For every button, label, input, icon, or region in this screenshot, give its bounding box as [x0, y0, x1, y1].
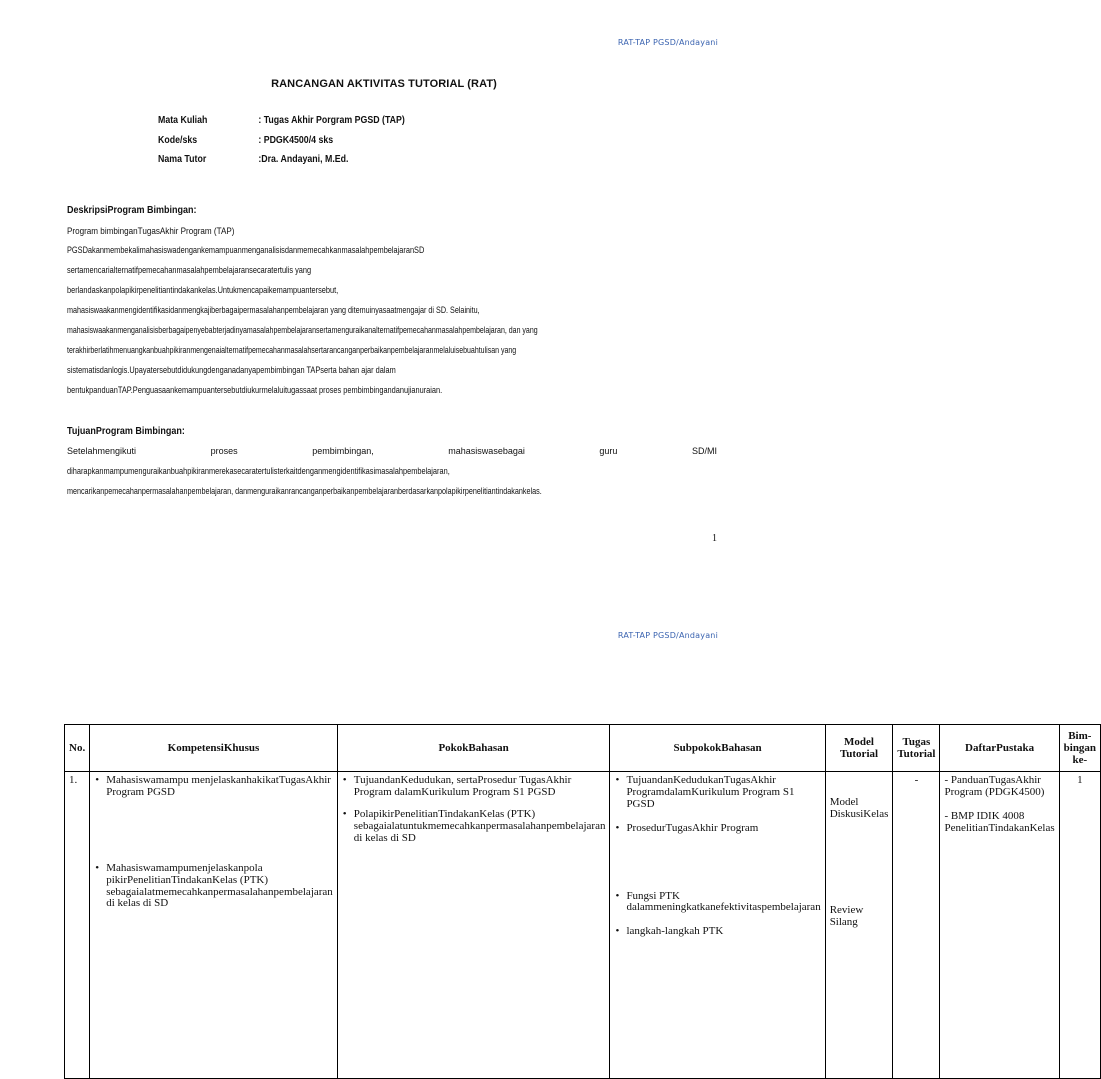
deskripsi-line: berlandaskanpolapikirpenelitiantindakankelas.Untukmencapaikemampuantersebut, — [67, 285, 339, 295]
deskripsi-line: mahasiswaakanmenganalisisberbagaipenyebabterjadinyamasalahpembelajaransertamenguraikanalternatifpemecahanmasalahpembelajaran, dan yang — [67, 325, 538, 335]
meta-label: Kode/sks — [158, 135, 198, 146]
subpokok-item: • Fungsi PTK dalammeningkatkanefektivitaspembelajaran — [624, 891, 820, 915]
cell-subpokok — [610, 772, 825, 1079]
document-title: RANCANGAN AKTIVITAS TUTORIAL (RAT) — [271, 78, 497, 90]
cell-kompetensi — [90, 772, 338, 1079]
col-header-pokok: PokokBahasan — [337, 725, 610, 772]
subpokok-item: • TujuandanKedudukanTugasAkhir ProgramdalamKurikulum Program S1 PGSD — [624, 775, 820, 811]
kompetensi-item: • Mahasiswamampumenjelaskanpola pikirPenelitianTindakanKelas (PTK) sebagaialatmemecahkanpermasalahanpembelajaran di kelas di SD — [104, 863, 333, 911]
tujuan-word: pembimbingan, — [312, 446, 374, 456]
pustaka-item: - BMP IDIK 4008 PenelitianTindakanKelas — [944, 809, 1055, 834]
col-header-no: No. — [65, 725, 90, 772]
subpokok-item: • langkah-langkah PTK — [624, 926, 820, 938]
pokok-item: • PolapikirPenelitianTindakanKelas (PTK) sebagaialatuntukmemecahkanpermasalahanpembelajaran di kelas di SD — [352, 809, 606, 845]
running-header-page-2: RAT-TAP PGSD/Andayani — [617, 631, 718, 640]
col-header-pustaka: DaftarPustaka — [940, 725, 1059, 772]
table-header-row — [65, 725, 1101, 772]
pokok-item: • TujuandanKedudukan, sertaProsedur TugasAkhir Program dalamKurikulum Program S1 PGSD — [352, 775, 606, 799]
meta-kode-sks — [158, 135, 333, 146]
tujuan-line: mencarikanpemecahanpermasalahanpembelajaran, danmenguraikanrancanganperbaikanpembelajaranberdasarkanpolapikirpenelitiantindakankelas. — [67, 486, 542, 496]
deskripsi-line: terakhirberlatihmenuangkanbuahpikiranmengenaialternatifpemecahanmasalahsertarancanganperbaikanpembelajaranmelaluisebuahtulisan yang — [67, 345, 517, 355]
model-item: Review Silang — [829, 903, 864, 928]
tujuan-word: SD/MI — [691, 446, 717, 456]
page-number: 1 — [712, 533, 717, 544]
tujuan-line-justified — [67, 446, 717, 456]
tujuan-word: Setelahmengikuti — [67, 446, 137, 456]
deskripsi-line: sertamencarialternatifpemecahanmasalahpembelajaransecaratertulis yang — [67, 265, 312, 275]
col-header-bimbingan: Bim-bingan ke- — [1059, 725, 1100, 772]
tujuan-word: mahasiswasebagai — [448, 446, 525, 456]
meta-nama-tutor — [158, 154, 348, 165]
cell-bimbingan: 1 — [1059, 772, 1100, 1079]
tujuan-word: proses — [210, 446, 238, 456]
deskripsi-line: bentukpanduanTAP.Penguasaankemampuantersebutdiukurmelaluitugassaat proses pembimbingandanujianuraian. — [67, 385, 443, 395]
meta-label: Nama Tutor — [158, 154, 207, 165]
meta-value: : Tugas Akhir Porgram PGSD (TAP) — [258, 115, 405, 126]
tujuan-heading: TujuanProgram Bimbingan: — [67, 426, 185, 437]
deskripsi-line: PGSDakanmembekalimahasiswadengankemampuanmenganalisisdanmemecahkanmasalahpembelajaranSD — [67, 245, 425, 255]
cell-tugas: - — [893, 772, 940, 1079]
subpokok-item: • ProsedurTugasAkhir Program — [624, 823, 820, 835]
col-header-kompetensi: KompetensiKhusus — [90, 725, 338, 772]
deskripsi-heading: DeskripsiProgram Bimbingan: — [67, 205, 197, 216]
deskripsi-line: mahasiswaakanmengidentifikasidanmengkajiberbagaipermasalahanpembelajaran yang ditemuinyasaatmengajar di SD. Selainitu, — [67, 305, 480, 315]
deskripsi-line: Program bimbinganTugasAkhir Program (TAP) — [67, 226, 235, 236]
meta-mata-kuliah — [158, 115, 405, 126]
table-row — [65, 772, 1101, 1079]
col-header-tugas: Tugas Tutorial — [893, 725, 940, 772]
meta-value: : PDGK4500/4 sks — [258, 135, 334, 146]
model-item: Model DiskusiKelas — [829, 796, 889, 820]
meta-value: :Dra. Andayani, M.Ed. — [258, 154, 349, 165]
col-header-subpokok: SubpokokBahasan — [610, 725, 825, 772]
cell-no: 1. — [65, 772, 90, 1079]
pustaka-item: - PanduanTugasAkhir Program (PDGK4500) — [944, 774, 1045, 798]
cell-pokok — [337, 772, 610, 1079]
tujuan-line: diharapkanmampumenguraikanbuahpikiranmerekasecaratertulisterkaitdenganmengidentifikasimasalahpembelajaran, — [67, 466, 450, 476]
tujuan-word: guru — [599, 446, 618, 456]
running-header: RAT-TAP PGSD/Andayani — [617, 38, 718, 47]
rat-table — [64, 724, 1101, 1079]
deskripsi-line: sistematisdanlogis.Upayatersebutdidukungdenganadanyapembimbingan TAPserta bahan ajar dalam — [67, 365, 396, 375]
cell-model — [825, 772, 893, 1079]
cell-pustaka — [940, 772, 1059, 1079]
col-header-model: Model Tutorial — [825, 725, 893, 772]
kompetensi-item: • Mahasiswamampu menjelaskanhakikatTugasAkhir Program PGSD — [104, 775, 333, 799]
meta-label: Mata Kuliah — [158, 115, 208, 126]
